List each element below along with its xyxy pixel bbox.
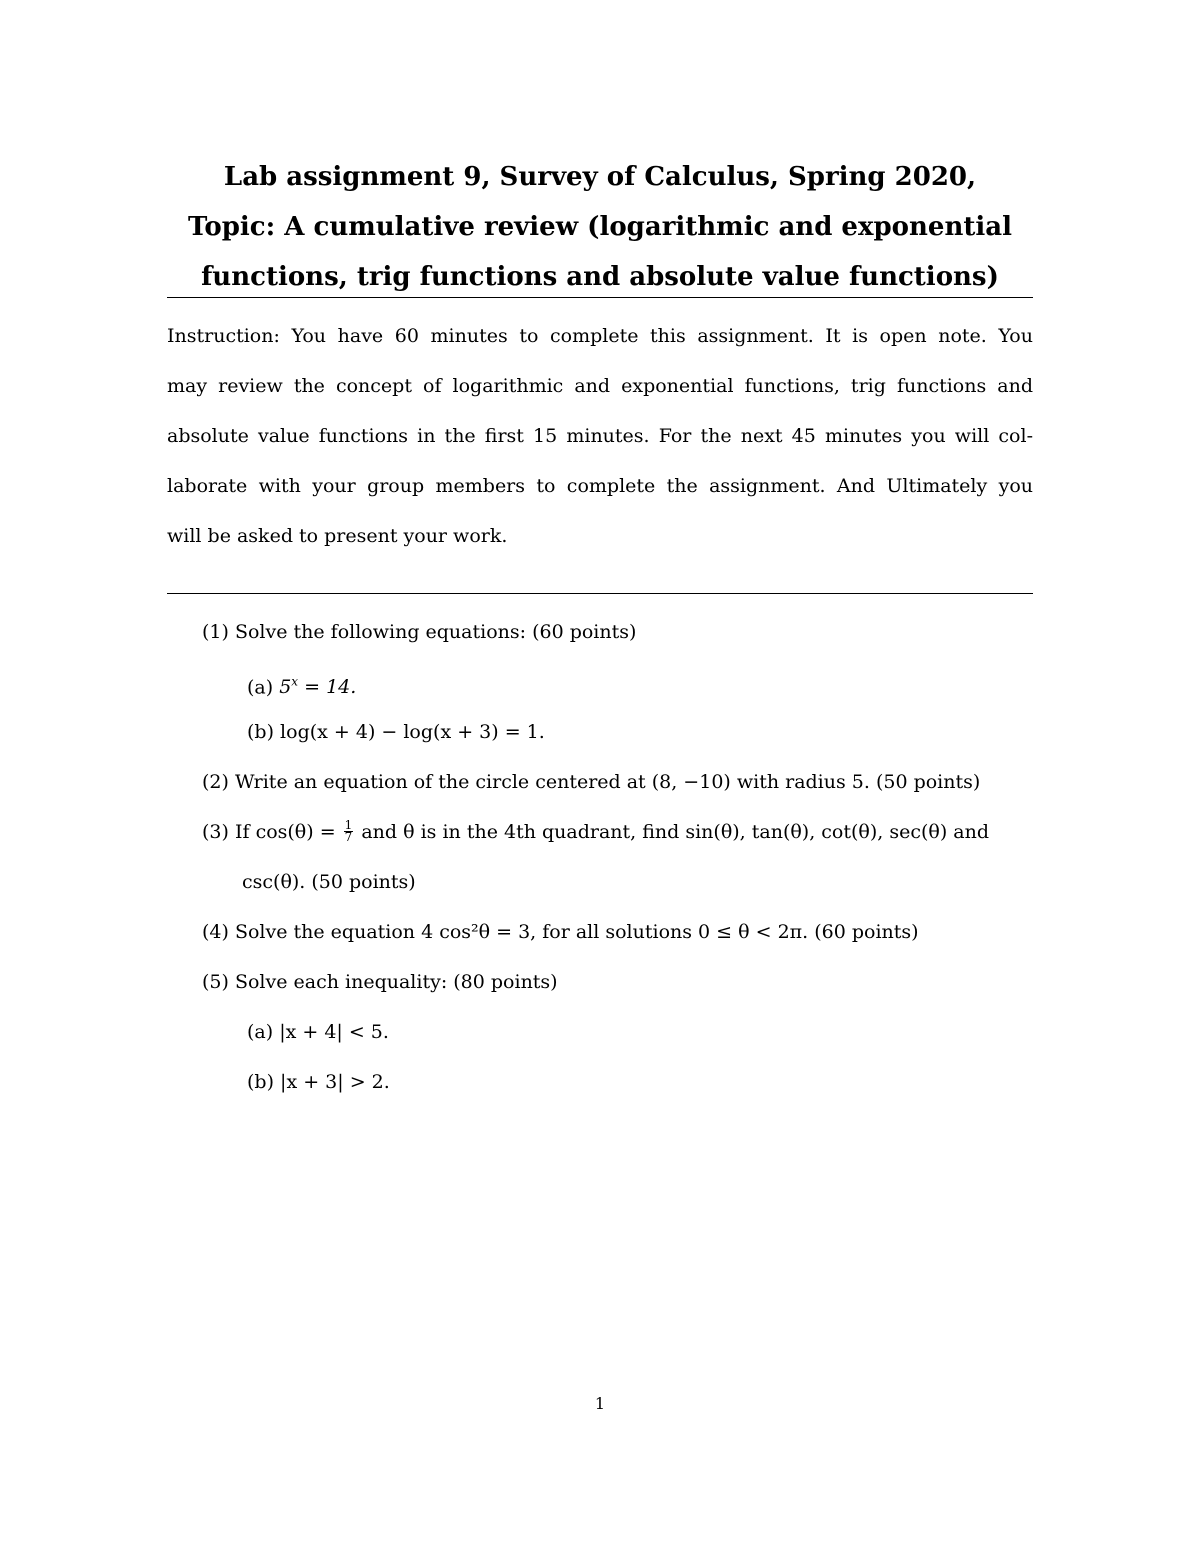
problem-1a — [247, 670, 356, 699]
problem-1a-label: (a) — [247, 676, 274, 699]
problem-5 — [202, 970, 558, 994]
problem-5-text: Solve each inequality: (80 points) — [234, 971, 558, 993]
problem-1-text: Solve the following equations: (60 points) — [234, 621, 637, 643]
problem-3-rest: and θ is in the 4th quadrant, find sin(θ), tan(θ), cot(θ), sec(θ) and — [361, 821, 990, 843]
problem-1-number: (1) — [202, 621, 229, 643]
problem-1a-math: $5^x = 14$. — [279, 675, 357, 699]
title-line-1: Lab assignment 9, Survey of Calculus, Spring 2020, — [223, 162, 977, 192]
fraction-one-seventh — [344, 817, 354, 844]
problem-1b-math: log(x + 4) − log(x + 3) = 1. — [280, 721, 545, 743]
page-number: 1 — [594, 1394, 606, 1413]
instruction-line-3: absolute value functions in the first 15 minutes. For the next 45 minutes you will col- — [167, 425, 1033, 447]
problem-5b-label: (b) — [247, 1071, 274, 1093]
problem-2 — [202, 770, 980, 794]
instruction-line-1: Instruction: You have 60 minutes to complete this assignment. It is open note. You — [167, 325, 1033, 347]
title-line-3: functions, trig functions and absolute value functions) — [201, 262, 999, 292]
problem-5a — [247, 1020, 389, 1044]
problem-2-text: Write an equation of the circle centered at (8, −10) with radius 5. (50 points) — [234, 771, 981, 793]
problem-3-line-2: csc(θ). (50 points) — [242, 871, 416, 893]
section-rule — [167, 593, 1033, 594]
problem-3-cos: cos(θ) = — [255, 821, 336, 843]
instruction-line-5: will be asked to present your work. — [167, 525, 508, 547]
problem-4 — [202, 920, 919, 944]
problem-5-number: (5) — [202, 971, 229, 993]
instruction-line-4: laborate with your group members to complete the assignment. And Ultimately you — [167, 475, 1033, 497]
problem-3-if: If — [234, 821, 250, 843]
title-line-2: Topic: A cumulative review (logarithmic and exponential — [188, 212, 1012, 242]
problem-5a-math: |x + 4| < 5. — [279, 1021, 389, 1043]
problem-1 — [202, 620, 636, 644]
problem-4-number: (4) — [202, 921, 229, 943]
problem-3-number: (3) — [202, 821, 229, 843]
problem-4-text: Solve the equation 4 cos²θ = 3, for all solutions 0 ≤ θ < 2π. (60 points) — [234, 921, 919, 943]
problem-1b — [247, 720, 545, 744]
problem-3 — [202, 817, 990, 845]
problem-5b — [247, 1070, 390, 1094]
fraction-denominator: 7 — [344, 829, 353, 844]
problem-2-number: (2) — [202, 771, 229, 793]
problem-1b-label: (b) — [247, 721, 274, 743]
title-rule — [167, 297, 1033, 298]
instruction-line-2: may review the concept of logarithmic and exponential functions, trig functions and — [167, 375, 1033, 397]
problem-5b-math: |x + 3| > 2. — [280, 1071, 390, 1093]
problem-5a-label: (a) — [247, 1021, 274, 1043]
fraction-numerator: 1 — [344, 817, 353, 832]
